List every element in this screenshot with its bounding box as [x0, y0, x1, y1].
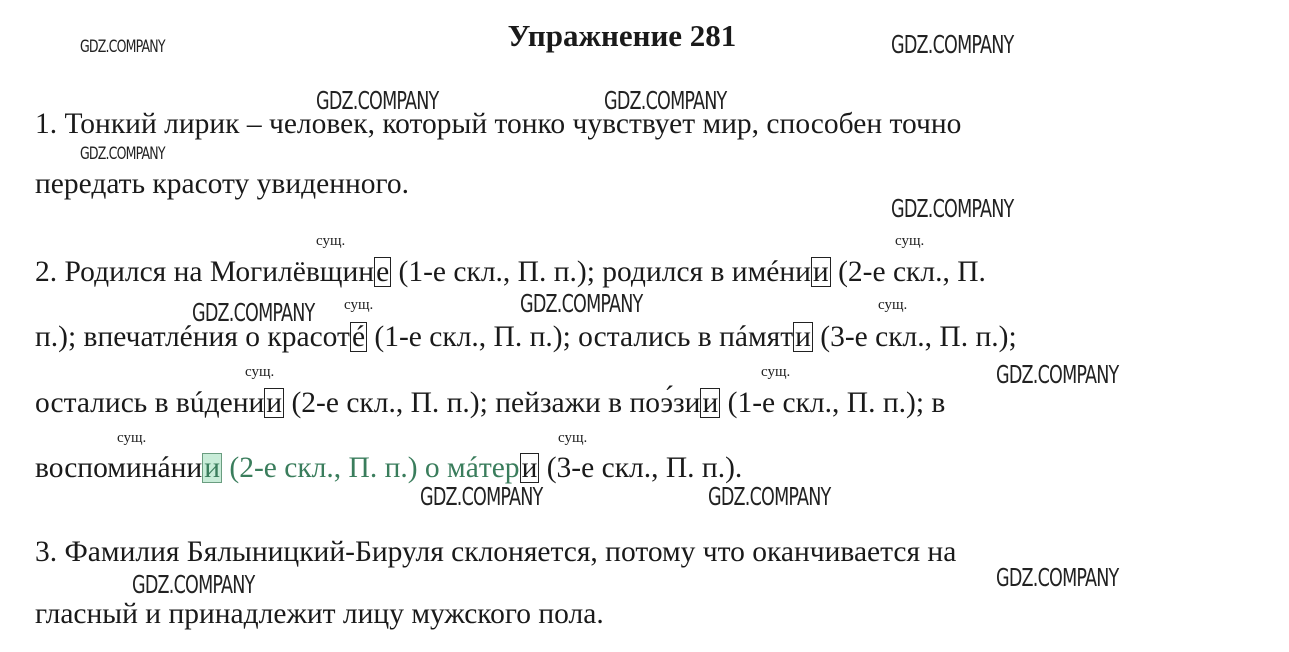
ending-box: и: [795, 321, 811, 353]
noun-label: сущ.: [558, 430, 588, 446]
para3-line2: гласный и принадлежит лицу мужского пола.: [35, 598, 604, 630]
text-segment: (2-е скл., П. п.) о мáтер: [222, 452, 520, 484]
watermark: GDZ.COMPANY: [891, 30, 1014, 59]
text-segment: (1-е скл., П. п.); остались в пáмят: [367, 321, 794, 353]
noun-label: сущ.: [344, 297, 374, 313]
para2-line3: [35, 388, 945, 419]
text-segment: 2. Родился на Могилёвщин: [35, 256, 375, 288]
text-segment: п.); впечатлéния о красот: [35, 321, 350, 353]
watermark: GDZ.COMPANY: [192, 298, 315, 327]
watermark: GDZ.COMPANY: [996, 563, 1119, 592]
noun-label: сущ.: [895, 233, 925, 249]
para3-line1: 3. Фамилия Бялыницкий-Бируля склоняется, потому что оканчивается на: [35, 536, 957, 568]
noun-label: сущ.: [245, 364, 275, 380]
watermark: GDZ.COMPANY: [604, 86, 727, 115]
para2-line4: [35, 453, 742, 484]
text-segment: воспоминáни: [35, 452, 203, 484]
watermark: GDZ.COMPANY: [420, 482, 543, 511]
exercise-title: Упражнение 281: [507, 18, 737, 53]
watermark: GDZ.COMPANY: [708, 482, 831, 511]
text-segment: (2-е скл., П. п.); пейзажи в поэ́зи: [284, 387, 701, 419]
watermark: GDZ.COMPANY: [316, 86, 439, 115]
text-segment: (3-е скл., П. п.).: [539, 452, 743, 484]
watermark: GDZ.COMPANY: [520, 289, 643, 318]
watermark: GDZ.COMPANY: [132, 570, 255, 599]
watermark: GDZ.COMPANY: [996, 360, 1119, 389]
text-segment: (3-е скл., П. п.);: [812, 321, 1017, 353]
ending-box: и: [702, 387, 719, 419]
ending-box: и: [521, 452, 538, 484]
para1-line2: передать красоту увиденного.: [35, 168, 410, 200]
noun-label: сущ.: [761, 364, 791, 380]
text-segment: (1-е скл., П. п.); родился в имéни: [391, 256, 811, 288]
watermark: GDZ.COMPANY: [891, 194, 1014, 223]
text-segment: (2-е скл., П.: [830, 256, 986, 288]
text-segment: (1-е скл., П. п.); в: [720, 387, 946, 419]
para1-line1: 1. Тонкий лирик – человек, который тонко чувствует мир, способен точно: [35, 108, 962, 140]
noun-label: сущ.: [117, 430, 147, 446]
para2-line1: [35, 257, 986, 288]
noun-label: сущ.: [316, 233, 346, 249]
ending-box: е: [376, 256, 390, 288]
para2-line2: [35, 322, 1017, 353]
text-segment: остались в вúдени: [35, 387, 265, 419]
ending-box: é: [351, 321, 366, 353]
ending-box-highlighted: и: [204, 452, 220, 484]
watermark: GDZ.COMPANY: [80, 37, 165, 57]
watermark: GDZ.COMPANY: [80, 144, 165, 164]
ending-box: и: [266, 387, 283, 419]
noun-label: сущ.: [878, 297, 908, 313]
ending-box: и: [812, 256, 829, 288]
